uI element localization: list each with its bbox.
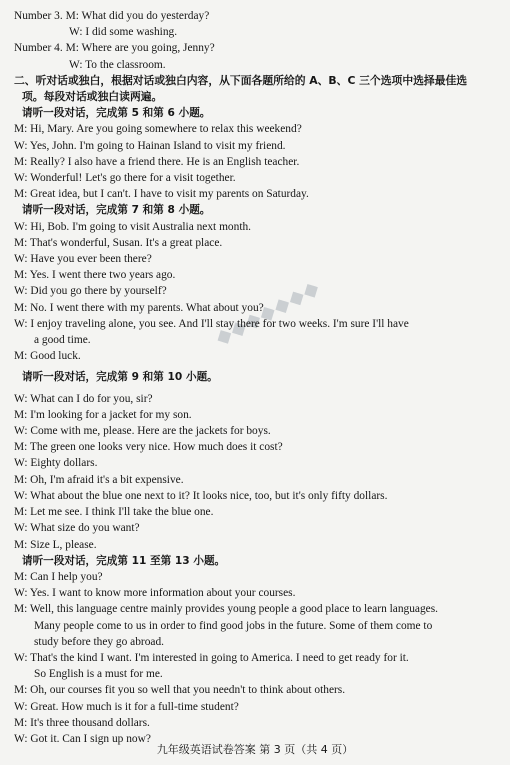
dialogue1-line: M: Really? I also have a friend there. He is an English teacher. [14,155,300,168]
number3-answer: W: I did some washing. [69,26,178,39]
dialogue4-line: W: Great. How much is it for a full-time student? [14,700,239,713]
dialogue3-line: M: The green one looks very nice. How much does it cost? [14,441,283,454]
dialogue4-line: W: Yes. I want to know more information about your courses. [14,587,296,600]
section-heading-cont: 项。每段对话或独白读两遍。 [22,90,163,104]
dialogue1-line: W: Yes, John. I'm going to Hainan Island to visit my friend. [14,139,286,152]
page-content [14,8,502,747]
dialogue3-line: W: What can I do for you, sir? [14,392,153,405]
watermark: ◆◆◆◆◆◆◆ [211,274,324,350]
dialogue2-line: M: Good luck. [14,350,81,363]
dialogue3-instruction: 请听一段对话，完成第 9 和第 10 小题。 [22,371,218,384]
dialogue2-line: W: Have you ever been there? [14,253,152,266]
number3-question: Number 3. M: What did you do yesterday? [14,10,210,22]
page-footer: 九年级英语试卷答案 第 3 页（共 4 页） [156,743,354,756]
dialogue3-line: W: Come with me, please. Here are the jackets for boys. [14,425,271,438]
dialogue2-line: M: That's wonderful, Susan. It's a great place. [14,236,223,249]
dialogue4-line: M: It's three thousand dollars. [14,716,150,729]
dialogue2-line-cont: a good time. [34,334,91,347]
dialogue4-line-cont: So English is a must for me. [34,668,163,681]
dialogue2-line: W: Did you go there by yourself? [14,285,167,298]
dialogue3-line: W: What about the blue one next to it? It looks nice, too, but it's only fifty dollars. [14,489,388,502]
dialogue2-line: M: Yes. I went there two years ago. [14,269,176,282]
dialogue4-line: W: Got it. Can I sign up now? [14,732,151,745]
number4-answer: W: To the classroom. [69,58,166,71]
dialogue3-line: M: Size L, please. [14,538,97,551]
dialogue4-line-cont: study before they go abroad. [34,635,165,648]
dialogue4-line: W: That's the kind I want. I'm interested in going to America. I need to get ready for it. [14,651,409,664]
number4-question: Number 4. M: Where are you going, Jenny? [14,42,215,55]
dialogue3-line: M: Oh, I'm afraid it's a bit expensive. [14,473,184,486]
dialogue2-instruction: 请听一段对话，完成第 7 和第 8 小题。 [22,204,211,217]
dialogue1-line: M: Hi, Mary. Are you going somewhere to relax this weekend? [14,123,302,136]
dialogue3-line: W: What size do you want? [14,522,140,535]
dialogue4-line: M: Well, this language centre mainly provides young people a good place to learn languages. [14,603,438,616]
dialogue2-line: W: Hi, Bob. I'm going to visit Australia next month. [14,220,252,233]
dialogue4-line-cont: Many people come to us in order to find good jobs in the future. Some of them come to [34,619,433,632]
dialogue3-line: M: Let me see. I think I'll take the blue one. [14,506,214,519]
dialogue2-line: M: No. I went there with my parents. What about you? [14,301,264,314]
dialogue1-instruction: 请听一段对话，完成第 5 和第 6 小题。 [22,107,211,120]
dialogue2-line: W: I enjoy traveling alone, you see. And I'll stay there for two weeks. I'm sure I'll have [14,317,409,330]
dialogue4-line: M: Oh, our courses fit you so well that you needn't to think about others. [14,684,346,697]
dialogue4-instruction: 请听一段对话，完成第 11 至第 13 小题。 [22,554,226,567]
dialogue3-line: W: Eighty dollars. [14,457,98,470]
dialogue1-line: M: Great idea, but I can't. I have to visit my parents on Saturday. [14,188,309,201]
dialogue4-line: M: Can I help you? [14,570,103,583]
section-heading: 二、听对话或独白，根据对话或独白内容，从下面各题所给的 A、B、C 三个选项中选择最佳选 [14,73,468,87]
dialogue1-line: W: Wonderful! Let's go there for a visit together. [14,172,236,185]
dialogue3-line: M: I'm looking for a jacket for my son. [14,408,192,421]
